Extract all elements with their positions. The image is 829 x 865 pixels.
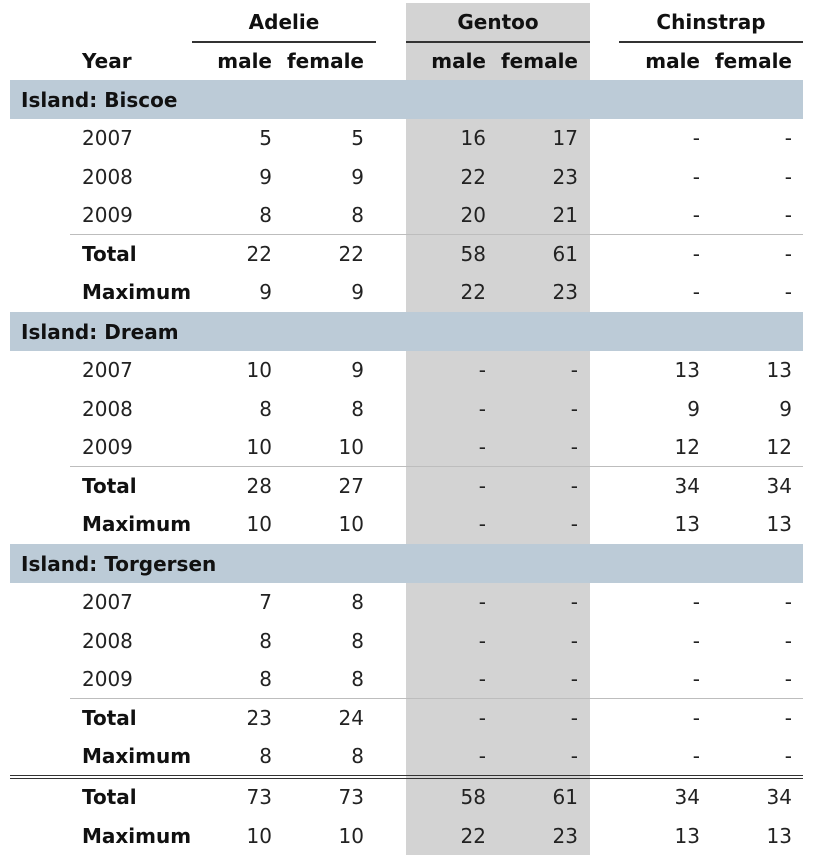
sex-column-header: female bbox=[714, 49, 792, 73]
table-cell: 12 bbox=[766, 435, 792, 460]
table-cell: - bbox=[570, 667, 578, 692]
table-cell: 9 bbox=[259, 164, 272, 189]
table-cell: 23 bbox=[246, 705, 272, 730]
table-cell: 8 bbox=[259, 744, 272, 769]
table-cell: 10 bbox=[246, 512, 272, 537]
table-cell: 8 bbox=[351, 628, 364, 653]
table-cell: - bbox=[692, 590, 700, 614]
sex-column-header: male bbox=[645, 49, 700, 73]
table-cell: 16 bbox=[460, 126, 486, 150]
species-header-gentoo: Gentoo bbox=[457, 10, 539, 34]
table-cell: 8 bbox=[259, 667, 272, 692]
table-cell: 20 bbox=[460, 203, 486, 228]
table-cell: - bbox=[784, 667, 792, 692]
table-cell: - bbox=[784, 705, 792, 730]
summary-divider bbox=[70, 698, 803, 699]
table-cell: - bbox=[570, 705, 578, 730]
table-cell: 5 bbox=[351, 126, 364, 150]
summary-divider bbox=[70, 466, 803, 467]
group-label: Island: Dream bbox=[21, 320, 179, 344]
table-cell: 34 bbox=[674, 473, 700, 498]
table-cell: - bbox=[692, 628, 700, 653]
table-cell: - bbox=[692, 744, 700, 769]
grand-total-rule bbox=[10, 778, 803, 779]
table-cell: 8 bbox=[351, 396, 364, 421]
table-cell: - bbox=[478, 473, 486, 498]
table-cell: - bbox=[478, 512, 486, 537]
table-cell: 17 bbox=[552, 126, 578, 150]
table-cell: 22 bbox=[338, 241, 364, 266]
summary-row-label: Total bbox=[82, 705, 137, 730]
grand-cell: 61 bbox=[552, 785, 578, 809]
grand-cell: 73 bbox=[246, 785, 272, 809]
grand-cell: 34 bbox=[674, 785, 700, 809]
table-cell: - bbox=[570, 590, 578, 614]
group-label: Island: Biscoe bbox=[21, 88, 178, 112]
grand-cell: 22 bbox=[460, 824, 486, 848]
table-cell: - bbox=[478, 590, 486, 614]
table-cell: - bbox=[478, 705, 486, 730]
species-header-adelie: Adelie bbox=[248, 10, 320, 34]
table-cell: 5 bbox=[259, 126, 272, 150]
table-cell: 13 bbox=[766, 358, 792, 382]
table-cell: 7 bbox=[259, 590, 272, 614]
table-cell: - bbox=[692, 203, 700, 228]
table-cell: - bbox=[692, 164, 700, 189]
table-cell: 8 bbox=[259, 203, 272, 228]
sex-column-header: female bbox=[286, 49, 364, 73]
grand-summary-label: Total bbox=[82, 785, 137, 809]
table-cell: 9 bbox=[687, 396, 700, 421]
table-cell: - bbox=[478, 628, 486, 653]
table-cell: - bbox=[478, 667, 486, 692]
grand-cell: 23 bbox=[552, 824, 578, 848]
year-row-label: 2009 bbox=[82, 203, 133, 228]
table-cell: 27 bbox=[338, 473, 364, 498]
summary-row-label: Maximum bbox=[82, 744, 192, 769]
table-cell: 22 bbox=[246, 241, 272, 266]
table-cell: - bbox=[784, 628, 792, 653]
year-row-label: 2008 bbox=[82, 396, 133, 421]
table-cell: 22 bbox=[460, 280, 486, 305]
table-cell: - bbox=[692, 280, 700, 305]
table-cell: 24 bbox=[338, 705, 364, 730]
year-row-label: 2009 bbox=[82, 667, 133, 692]
table-cell: 21 bbox=[552, 203, 578, 228]
sex-column-header: female bbox=[500, 49, 578, 73]
grand-cell: 58 bbox=[460, 785, 486, 809]
grand-cell: 13 bbox=[766, 824, 792, 848]
grand-cell: 34 bbox=[766, 785, 792, 809]
table-cell: - bbox=[784, 280, 792, 305]
table-cell: - bbox=[784, 241, 792, 266]
table-cell: - bbox=[478, 744, 486, 769]
table-cell: 10 bbox=[338, 512, 364, 537]
table-cell: 9 bbox=[351, 164, 364, 189]
year-row-label: 2007 bbox=[82, 126, 133, 150]
grand-total-rule bbox=[10, 775, 803, 776]
table-cell: 9 bbox=[779, 396, 792, 421]
grand-cell: 10 bbox=[246, 824, 272, 848]
grand-summary-label: Maximum bbox=[82, 824, 192, 848]
grand-cell: 73 bbox=[338, 785, 364, 809]
table-cell: - bbox=[570, 358, 578, 382]
table-cell: 8 bbox=[259, 396, 272, 421]
table-cell: 10 bbox=[246, 358, 272, 382]
table-cell: 10 bbox=[338, 435, 364, 460]
species-spanner-line bbox=[192, 41, 376, 43]
year-column-header: Year bbox=[82, 49, 132, 73]
table-cell: 28 bbox=[246, 473, 272, 498]
table-cell: 10 bbox=[246, 435, 272, 460]
table-cell: - bbox=[570, 512, 578, 537]
table-cell: 61 bbox=[552, 241, 578, 266]
table-cell: 23 bbox=[552, 280, 578, 305]
table-cell: - bbox=[784, 164, 792, 189]
year-row-label: 2008 bbox=[82, 628, 133, 653]
table-cell: - bbox=[692, 241, 700, 266]
table-cell: - bbox=[570, 628, 578, 653]
table-cell: 9 bbox=[351, 280, 364, 305]
summary-divider bbox=[70, 234, 803, 235]
table-cell: 9 bbox=[351, 358, 364, 382]
sex-column-header: male bbox=[217, 49, 272, 73]
table-cell: 8 bbox=[259, 628, 272, 653]
year-row-label: 2009 bbox=[82, 435, 133, 460]
table-cell: - bbox=[570, 435, 578, 460]
table-cell: - bbox=[478, 358, 486, 382]
table-cell: 13 bbox=[674, 358, 700, 382]
year-row-label: 2007 bbox=[82, 590, 133, 614]
table-cell: - bbox=[478, 396, 486, 421]
table-cell: 8 bbox=[351, 203, 364, 228]
species-spanner-line bbox=[619, 41, 803, 43]
species-spanner-line bbox=[406, 41, 590, 43]
summary-row-label: Total bbox=[82, 473, 137, 498]
table-cell: 13 bbox=[674, 512, 700, 537]
table-cell: 8 bbox=[351, 744, 364, 769]
table-cell: 9 bbox=[259, 280, 272, 305]
year-row-label: 2007 bbox=[82, 358, 133, 382]
table-cell: - bbox=[784, 203, 792, 228]
table-cell: - bbox=[784, 126, 792, 150]
table-cell: - bbox=[692, 705, 700, 730]
table-cell: 13 bbox=[766, 512, 792, 537]
summary-row-label: Maximum bbox=[82, 280, 192, 305]
table-cell: 12 bbox=[674, 435, 700, 460]
table-cell: - bbox=[692, 667, 700, 692]
table-cell: - bbox=[570, 744, 578, 769]
table-cell: 58 bbox=[460, 241, 486, 266]
species-header-chinstrap: Chinstrap bbox=[656, 10, 766, 34]
year-row-label: 2008 bbox=[82, 164, 133, 189]
table-cell: - bbox=[570, 396, 578, 421]
table-cell: - bbox=[478, 435, 486, 460]
group-label: Island: Torgersen bbox=[21, 552, 217, 576]
summary-row-label: Total bbox=[82, 241, 137, 266]
table-cell: - bbox=[692, 126, 700, 150]
table-cell: 8 bbox=[351, 590, 364, 614]
table-cell: - bbox=[784, 744, 792, 769]
table-cell: 34 bbox=[766, 473, 792, 498]
table-cell: 22 bbox=[460, 164, 486, 189]
grand-cell: 13 bbox=[674, 824, 700, 848]
table-cell: - bbox=[570, 473, 578, 498]
sex-column-header: male bbox=[431, 49, 486, 73]
table-cell: 23 bbox=[552, 164, 578, 189]
table-cell: 8 bbox=[351, 667, 364, 692]
grand-cell: 10 bbox=[338, 824, 364, 848]
summary-row-label: Maximum bbox=[82, 512, 192, 537]
table-cell: - bbox=[784, 590, 792, 614]
